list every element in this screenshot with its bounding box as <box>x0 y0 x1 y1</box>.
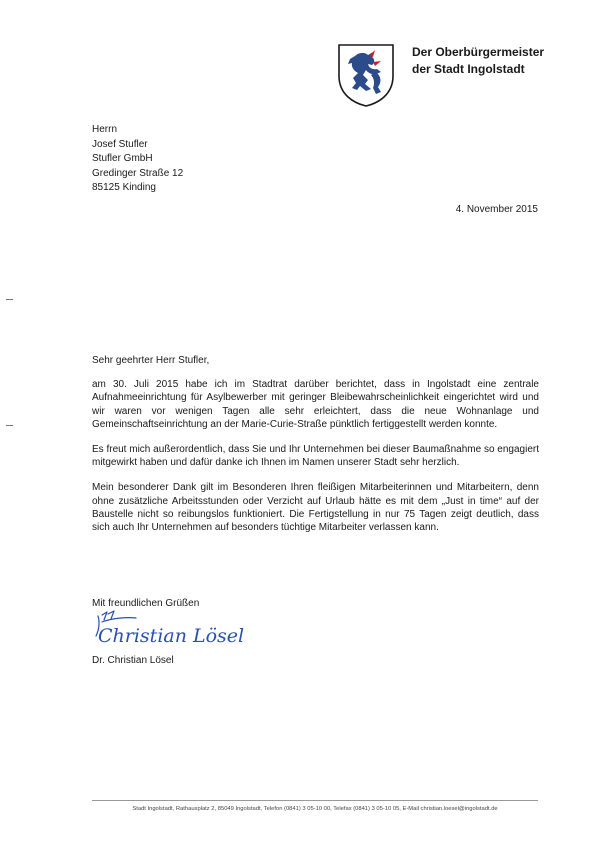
handwritten-signature <box>92 608 262 650</box>
body-paragraph: Mein besonderer Dank gilt im Besonderen Ihren fleißigen Mitarbeiterinnen und Mitarbeitern, denn ohne zusätzliche Arbeitsstunden oder Verzicht auf Urlaub hätte es mit dem „Just in time“ auf der Baustelle nicht so reibungslos funktioniert. Die Fertigstellung in nur 75 Tagen zeigt deutlich, dass sich auch Ihr Unternehmen auf besonders tüchtige Mitarbeiter verlassen kann. <box>92 482 539 534</box>
letter-body <box>92 354 539 546</box>
recipient-company: Stufler GmbH <box>92 153 153 164</box>
recipient-name: Josef Stufler <box>92 138 148 150</box>
sender-block <box>412 44 544 78</box>
punch-mark <box>6 425 13 426</box>
city-coat-of-arms <box>335 42 397 108</box>
sender-city: der Stadt Ingolstadt <box>412 62 525 76</box>
fold-mark <box>6 299 13 300</box>
recipient-salutation-line: Herrn <box>92 124 118 135</box>
signer-name: Dr. Christian Lösel <box>92 655 174 666</box>
recipient-address <box>92 123 183 196</box>
letter-closing: Mit freundlichen Grüßen <box>92 598 200 609</box>
letter-salutation: Sehr geehrter Herr Stufler, <box>92 355 210 366</box>
sender-title: Der Oberbürgermeister <box>412 45 545 59</box>
footer-divider <box>92 800 538 801</box>
body-paragraph: am 30. Juli 2015 habe ich im Stadtrat darüber berichtet, dass in Ingolstadt eine zentrale Aufnahmeeinrichtung für Asylbewerber mit geringer Bleibewahrscheinlichkeit eingerichtet wird und wir waren vor wenigen Tagen alle sehr erleichtert, dass die neue Wohnanlage und Gemeinschaftseinrichtung an der Marie-Curie-Straße pünktlich fertiggestellt werden konnte. <box>92 379 539 430</box>
recipient-street: Gredinger Straße 12 <box>92 167 184 179</box>
signature-script: Christian Lösel <box>98 625 245 647</box>
recipient-city: 85125 Kinding <box>92 182 156 193</box>
letterhead-footer: Stadt Ingolstadt, Rathausplatz 2, 85049 Ingolstadt, Telefon (0841) 3 05-10 00, Telefax (0841) 3 05-10 05, E-Mail christian.loesel@ingolstadt.de <box>132 806 498 812</box>
body-paragraph: Es freut mich außerordentlich, dass Sie und Ihr Unternehmen bei dieser Baumaßnahme so engagiert mitgewirkt haben und dafür danke ich Ihnen im Namen unserer Stadt sehr herzlich. <box>92 444 539 469</box>
letter-date: 4. November 2015 <box>455 204 538 215</box>
